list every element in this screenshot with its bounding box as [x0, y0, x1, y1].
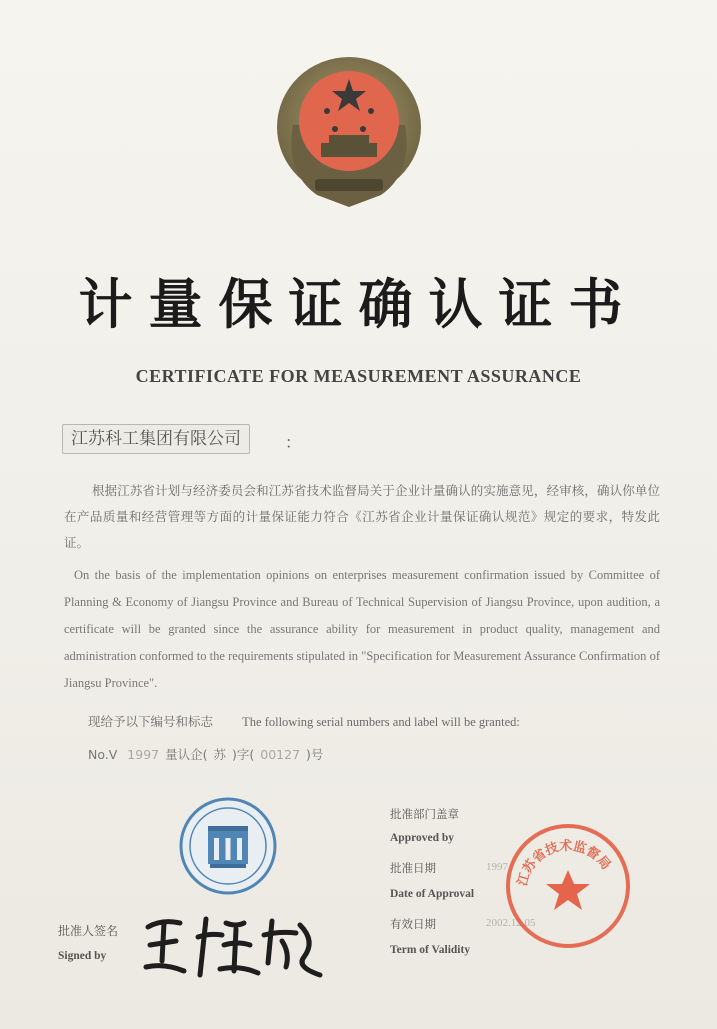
serial-no-label: No.V — [88, 747, 118, 762]
validity-english: Term of Validity — [390, 944, 471, 956]
recipient-colon: ： — [285, 433, 302, 452]
serial-number — [88, 745, 508, 763]
certificate-title-chinese: 计量保证确认证书 — [78, 273, 639, 336]
serial-su: 苏 — [213, 747, 227, 762]
approval-dept-chinese: 批准部门盖章 — [390, 807, 459, 821]
signer-label-english: Signed by — [58, 950, 107, 962]
serial-grant-chinese: 现给予以下编号和标志 — [88, 714, 214, 729]
serial-end: )号 — [306, 747, 324, 762]
body-paragraph-chinese: 根据江苏省计划与经济委员会和江苏省技术监督局关于企业计量确认的实施意见，经审核，确认你单位在产品质量和经营管理等方面的计量保证能力符合《江苏省企业计量保证确认规范》规定的要求，特发此证。 — [64, 483, 660, 550]
validity-value: 2002.12.05 — [486, 917, 536, 929]
serial-num: 00127 — [260, 747, 301, 762]
signer-label-chinese: 批准人签名 — [58, 924, 119, 938]
serial-grant-line — [88, 712, 648, 730]
measurement-assurance-logo-icon — [178, 796, 278, 896]
approval-date-chinese: 批准日期 — [390, 861, 436, 875]
national-emblem-icon — [275, 55, 423, 207]
handwritten-signature-icon — [140, 905, 330, 985]
serial-close: )字( — [232, 747, 255, 762]
serial-year: 1997 — [127, 747, 160, 762]
approval-dept-english: Approved by — [390, 832, 455, 844]
body-paragraph-english: On the basis of the implementation opinions on enterprises measurement confirmation issued by Committee of Planning & Economy of Jiangsu Province and Bureau of Technical Supervision of Jiangsu Province, upon audition, a certificate will be granted since the assurance ability for measurement in product quality, management and administration conformed to the requirements stipulated in "Specification for Measurement Assurance Confirmation of Jiangsu Province". — [64, 568, 660, 690]
approval-date-english: Date of Approval — [390, 888, 475, 900]
official-red-seal-icon — [504, 822, 632, 950]
approval-date-value: 1997 — [486, 861, 508, 873]
serial-grant-english: The following serial numbers and label will be granted: — [242, 715, 520, 729]
recipient-name: 江苏科工集团有限公司 — [62, 424, 250, 454]
seal-text: 江苏省技术监督局 — [515, 838, 614, 888]
validity-chinese: 有效日期 — [390, 917, 436, 931]
serial-mid: 量认企( — [165, 747, 208, 762]
certificate-title-english: CERTIFICATE FOR MEASUREMENT ASSURANCE — [135, 366, 582, 386]
